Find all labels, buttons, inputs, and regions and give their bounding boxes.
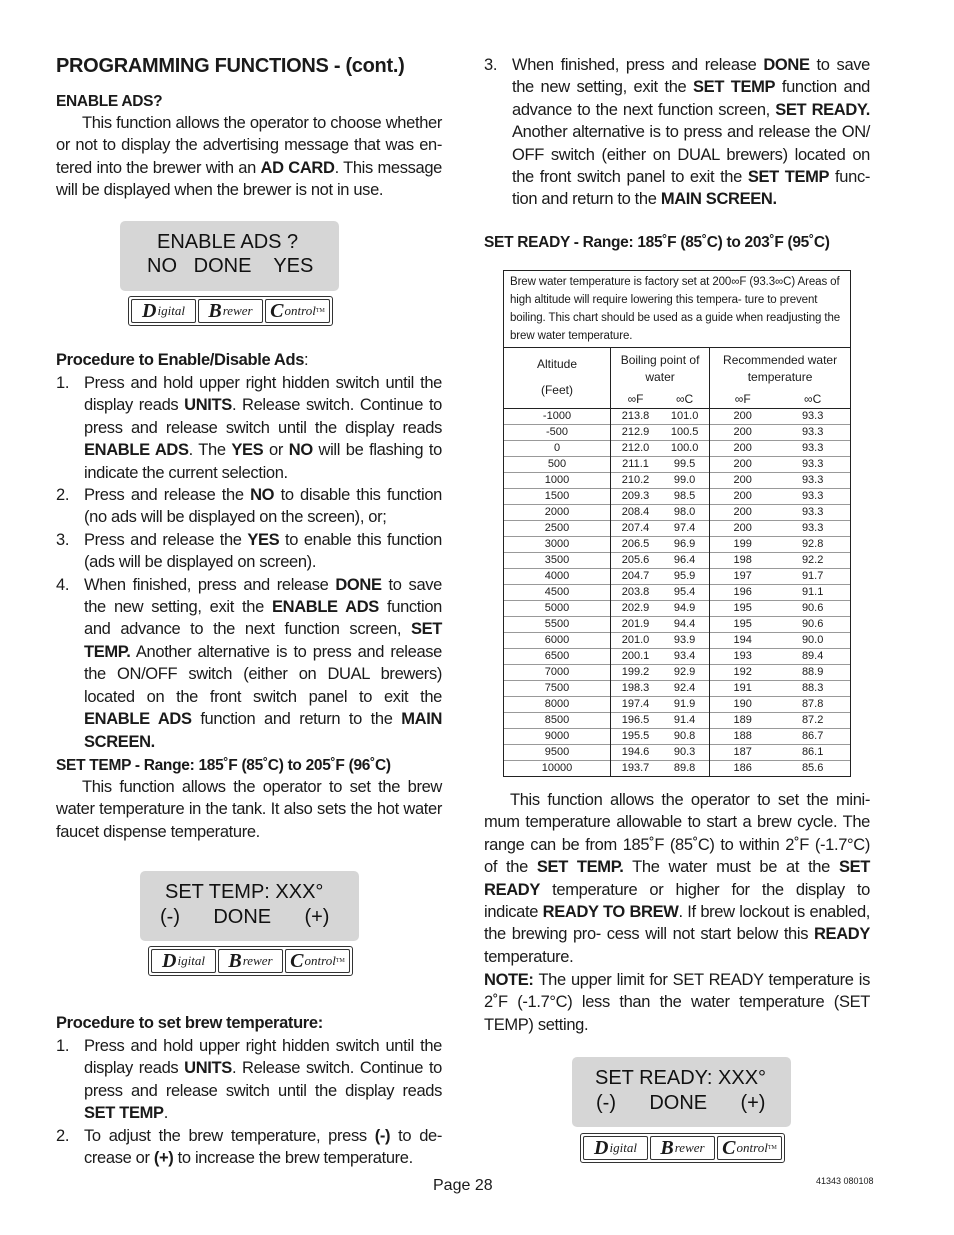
cell-altitude: 2000 bbox=[504, 505, 611, 521]
list-item: 1. Press and hold upper right hidden switch until the display reads UNITS. Release switch. Continue to press and release switch until the display reads SET TEMP. bbox=[56, 1037, 443, 1123]
list-item: 2. Press and release the NO to disable this function (no ads will be displayed on the screen), or; bbox=[56, 486, 442, 527]
logo-brewer: B rewer bbox=[198, 299, 263, 323]
cell-boiling-c: 92.9 bbox=[660, 665, 710, 681]
digital-brewer-control-logo bbox=[580, 1133, 785, 1163]
cell-boiling-c: 92.4 bbox=[660, 681, 710, 697]
table-row bbox=[504, 569, 850, 585]
document-code: 41343 080108 bbox=[816, 1176, 874, 1186]
section-heading: PROGRAMMING FUNCTIONS - (cont.) bbox=[56, 55, 405, 77]
cell-recommended-f: 186 bbox=[710, 761, 776, 777]
logo-digital: D igital bbox=[583, 1136, 648, 1160]
cell-altitude: 5500 bbox=[504, 617, 611, 633]
header-feet: (Feet) bbox=[540, 383, 573, 397]
cell-altitude: 6500 bbox=[504, 649, 611, 665]
table-row bbox=[504, 441, 850, 457]
set-ready-description: This function allows the operator to set the mini- mum temperature allowable to start a brew cycle. The range can be from 185˚F (85˚C) to within 2˚F (-1.7°C) of the SET TEMP. The water must be at the SET READY temperature or higher for the display to indicate READY TO BREW. If brew lockout is enabled, the brewing pro- cess will not start below this READY temperature. bbox=[484, 791, 870, 966]
cell-boiling-f: 203.8 bbox=[611, 585, 661, 601]
cell-boiling-f: 212.0 bbox=[611, 441, 661, 457]
cell-altitude: 1000 bbox=[504, 473, 611, 489]
set-temp-title: SET TEMP - Range: 185˚F (85˚C) to 205˚F (96˚C) bbox=[56, 757, 391, 774]
header-recommended-f: ∞F bbox=[734, 391, 751, 406]
cell-boiling-f: 209.3 bbox=[611, 489, 661, 505]
cell-recommended-c: 93.3 bbox=[775, 409, 850, 425]
table-row bbox=[504, 649, 850, 665]
table-row bbox=[504, 489, 850, 505]
cell-boiling-c: 94.9 bbox=[660, 601, 710, 617]
cell-recommended-f: 195 bbox=[710, 601, 776, 617]
cell-boiling-f: 199.2 bbox=[611, 665, 661, 681]
cell-boiling-c: 90.8 bbox=[660, 729, 710, 745]
cell-boiling-f: 212.9 bbox=[611, 425, 661, 441]
header-altitude: Altitude bbox=[536, 357, 578, 371]
logo-control: C ontrol TM bbox=[265, 299, 330, 323]
cell-boiling-c: 101.0 bbox=[660, 409, 710, 425]
list-item: 2. To adjust the brew temperature, press (-) to de- crease or (+) to increase the brew temperature. bbox=[56, 1126, 442, 1168]
enable-ads-description: This function allows the operator to choose whether or not to display the advertising message that was en- tered into the brewer with an AD CARD. This message will be displayed when the brewer is not in use. bbox=[56, 114, 442, 200]
cell-recommended-c: 93.3 bbox=[775, 425, 850, 441]
cell-recommended-f: 192 bbox=[710, 665, 776, 681]
table-row bbox=[504, 409, 850, 425]
logo-digital: D igital bbox=[151, 949, 216, 973]
cell-altitude: 3500 bbox=[504, 553, 611, 569]
cell-boiling-c: 93.9 bbox=[660, 633, 710, 649]
cell-recommended-c: 93.3 bbox=[775, 441, 850, 457]
table-row bbox=[504, 617, 850, 633]
cell-boiling-c: 91.9 bbox=[660, 697, 710, 713]
cell-altitude: 6000 bbox=[504, 633, 611, 649]
cell-recommended-f: 188 bbox=[710, 729, 776, 745]
set-temp-step-3 bbox=[484, 54, 870, 211]
cell-boiling-f: 193.7 bbox=[611, 761, 661, 777]
cell-recommended-f: 200 bbox=[710, 489, 776, 505]
cell-boiling-c: 96.4 bbox=[660, 553, 710, 569]
cell-boiling-c: 98.0 bbox=[660, 505, 710, 521]
cell-recommended-c: 93.3 bbox=[775, 489, 850, 505]
table-note: Brew water temperature is factory set at 200∞F (93.3∞C) Areas of high altitude will require lowering this tempera- ture to prevent boiling. This chart should be used as a guide when readjusting the brew water temperature. bbox=[504, 271, 850, 348]
cell-recommended-f: 198 bbox=[710, 553, 776, 569]
cell-recommended-c: 85.6 bbox=[775, 761, 850, 777]
cell-boiling-c: 94.4 bbox=[660, 617, 710, 633]
cell-recommended-f: 191 bbox=[710, 681, 776, 697]
cell-boiling-c: 95.4 bbox=[660, 585, 710, 601]
list-item: 4. When finished, press and release DONE to save the new setting, exit the ENABLE ADS function and advance to the next function screen, SET TEMP. Another alternative is to press and release the ON/OFF switch (either on DUAL brewers) located on the front switch panel to exit the ENABLE ADS function and return to the MAIN SCREEN. bbox=[56, 575, 443, 751]
cell-boiling-c: 91.4 bbox=[660, 713, 710, 729]
lcd-line-2: NO DONE YES bbox=[147, 255, 314, 277]
page-number: Page 28 bbox=[433, 1177, 493, 1194]
cell-recommended-c: 90.6 bbox=[775, 617, 850, 633]
cell-boiling-c: 97.4 bbox=[660, 521, 710, 537]
cell-altitude: 2500 bbox=[504, 521, 611, 537]
cell-recommended-f: 199 bbox=[710, 537, 776, 553]
cell-altitude: 0 bbox=[504, 441, 611, 457]
cell-recommended-f: 200 bbox=[710, 425, 776, 441]
enable-ads-title: ENABLE ADS? bbox=[56, 93, 163, 110]
table-row bbox=[504, 425, 850, 441]
header-boiling-f: ∞F bbox=[627, 391, 644, 406]
cell-boiling-f: 207.4 bbox=[611, 521, 661, 537]
cell-altitude: 4000 bbox=[504, 569, 611, 585]
lcd-line-1: ENABLE ADS ? bbox=[157, 231, 299, 253]
table-row bbox=[504, 697, 850, 713]
cell-boiling-f: 195.5 bbox=[611, 729, 661, 745]
cell-recommended-f: 200 bbox=[710, 521, 776, 537]
header-boiling-point: Boiling point of water bbox=[620, 353, 700, 384]
cell-altitude: 9500 bbox=[504, 745, 611, 761]
cell-altitude: 5000 bbox=[504, 601, 611, 617]
cell-altitude: -1000 bbox=[504, 409, 611, 425]
cell-recommended-f: 200 bbox=[710, 441, 776, 457]
cell-recommended-c: 86.1 bbox=[775, 745, 850, 761]
header-recommended-temperature: Recommended water temperature bbox=[723, 353, 838, 384]
table-row bbox=[504, 729, 850, 745]
set-temp-procedure-title: Procedure to set brew temperature: bbox=[56, 1014, 323, 1032]
cell-recommended-c: 93.3 bbox=[775, 505, 850, 521]
cell-recommended-c: 90.0 bbox=[775, 633, 850, 649]
cell-altitude: 500 bbox=[504, 457, 611, 473]
altitude-temperature-table bbox=[504, 348, 850, 776]
cell-boiling-c: 98.5 bbox=[660, 489, 710, 505]
cell-recommended-c: 90.6 bbox=[775, 601, 850, 617]
lcd-line-1: SET READY: XXX° bbox=[595, 1067, 767, 1089]
cell-recommended-c: 89.4 bbox=[775, 649, 850, 665]
logo-control: C ontrol TM bbox=[717, 1136, 782, 1160]
table-row bbox=[504, 681, 850, 697]
cell-recommended-c: 86.7 bbox=[775, 729, 850, 745]
table-row bbox=[504, 585, 850, 601]
cell-recommended-c: 91.7 bbox=[775, 569, 850, 585]
cell-recommended-c: 87.8 bbox=[775, 697, 850, 713]
logo-control: C ontrol TM bbox=[285, 949, 350, 973]
cell-altitude: 8000 bbox=[504, 697, 611, 713]
lcd-line-2: (-) DONE (+) bbox=[160, 906, 330, 928]
cell-boiling-c: 100.5 bbox=[660, 425, 710, 441]
table-row bbox=[504, 761, 850, 777]
table-row bbox=[504, 553, 850, 569]
enable-ads-steps bbox=[56, 372, 442, 753]
cell-boiling-f: 204.7 bbox=[611, 569, 661, 585]
cell-boiling-c: 99.0 bbox=[660, 473, 710, 489]
altitude-table bbox=[503, 270, 851, 777]
lcd-line-1: SET TEMP: XXX° bbox=[165, 881, 324, 903]
logo-brewer: B rewer bbox=[650, 1136, 715, 1160]
cell-boiling-f: 197.4 bbox=[611, 697, 661, 713]
cell-boiling-c: 93.4 bbox=[660, 649, 710, 665]
cell-recommended-c: 93.3 bbox=[775, 457, 850, 473]
cell-boiling-f: 194.6 bbox=[611, 745, 661, 761]
list-item: 3. When finished, press and release DONE to save the new setting, exit the SET TEMP function and advance to the next function screen, SET READY. Another alternative is to press and release the ON/ OFF switch (either on DUAL brewers) located on the front switch panel to exit the SET TEMP func- tion and return to the MAIN SCREEN. bbox=[484, 56, 870, 209]
logo-brewer: B rewer bbox=[218, 949, 283, 973]
list-item: 1. Press and hold upper right hidden switch until the display reads UNITS. Release switch. Continue to press and release switch until the display reads ENABLE ADS. The YES or NO will be flashing to indicate the current selection. bbox=[56, 374, 443, 482]
cell-boiling-f: 201.9 bbox=[611, 617, 661, 633]
cell-boiling-f: 211.1 bbox=[611, 457, 661, 473]
table-row bbox=[504, 537, 850, 553]
cell-boiling-c: 99.5 bbox=[660, 457, 710, 473]
digital-brewer-control-logo bbox=[128, 296, 333, 326]
cell-recommended-f: 197 bbox=[710, 569, 776, 585]
cell-altitude: 10000 bbox=[504, 761, 611, 777]
cell-boiling-f: 205.6 bbox=[611, 553, 661, 569]
cell-recommended-c: 93.3 bbox=[775, 521, 850, 537]
cell-boiling-c: 96.9 bbox=[660, 537, 710, 553]
cell-recommended-f: 194 bbox=[710, 633, 776, 649]
cell-recommended-c: 88.3 bbox=[775, 681, 850, 697]
cell-altitude: -500 bbox=[504, 425, 611, 441]
cell-recommended-f: 196 bbox=[710, 585, 776, 601]
cell-boiling-f: 200.1 bbox=[611, 649, 661, 665]
cell-altitude: 1500 bbox=[504, 489, 611, 505]
cell-recommended-c: 92.2 bbox=[775, 553, 850, 569]
list-item: 3. Press and release the YES to enable this function (ads will be displayed on screen). bbox=[56, 530, 442, 572]
cell-boiling-f: 213.8 bbox=[611, 409, 661, 425]
digital-brewer-control-logo bbox=[148, 946, 353, 976]
set-temp-description: This function allows the operator to set the brew water temperature in the tank. It also sets the hot water faucet dispense temperature. bbox=[56, 778, 442, 841]
cell-recommended-c: 88.9 bbox=[775, 665, 850, 681]
cell-altitude: 9000 bbox=[504, 729, 611, 745]
cell-recommended-f: 200 bbox=[710, 473, 776, 489]
cell-recommended-f: 187 bbox=[710, 745, 776, 761]
cell-recommended-c: 93.3 bbox=[775, 473, 850, 489]
cell-boiling-f: 201.0 bbox=[611, 633, 661, 649]
cell-boiling-c: 89.8 bbox=[660, 761, 710, 777]
enable-ads-display bbox=[120, 221, 339, 291]
cell-boiling-f: 206.5 bbox=[611, 537, 661, 553]
logo-digital: D igital bbox=[131, 299, 196, 323]
table-row bbox=[504, 521, 850, 537]
cell-boiling-f: 208.4 bbox=[611, 505, 661, 521]
table-row bbox=[504, 633, 850, 649]
lcd-line-2: (-) DONE (+) bbox=[596, 1092, 766, 1114]
cell-recommended-f: 200 bbox=[710, 505, 776, 521]
table-row bbox=[504, 745, 850, 761]
table-row bbox=[504, 473, 850, 489]
header-recommended-c: ∞C bbox=[804, 391, 822, 406]
cell-boiling-f: 198.3 bbox=[611, 681, 661, 697]
set-ready-title: SET READY - Range: 185˚F (85˚C) to 203˚F (95˚C) bbox=[484, 234, 830, 251]
cell-boiling-f: 210.2 bbox=[611, 473, 661, 489]
table-row bbox=[504, 505, 850, 521]
set-temp-display bbox=[140, 871, 359, 941]
table-row bbox=[504, 713, 850, 729]
cell-boiling-c: 100.0 bbox=[660, 441, 710, 457]
table-row bbox=[504, 601, 850, 617]
cell-recommended-f: 195 bbox=[710, 617, 776, 633]
table-row bbox=[504, 665, 850, 681]
cell-altitude: 7500 bbox=[504, 681, 611, 697]
enable-ads-procedure-title: Procedure to Enable/Disable Ads: bbox=[56, 351, 309, 369]
header-boiling-c: ∞C bbox=[660, 391, 710, 409]
cell-recommended-c: 92.8 bbox=[775, 537, 850, 553]
cell-recommended-c: 91.1 bbox=[775, 585, 850, 601]
cell-boiling-f: 202.9 bbox=[611, 601, 661, 617]
table-row bbox=[504, 457, 850, 473]
cell-boiling-f: 196.5 bbox=[611, 713, 661, 729]
cell-recommended-f: 190 bbox=[710, 697, 776, 713]
cell-altitude: 4500 bbox=[504, 585, 611, 601]
set-temp-steps bbox=[56, 1035, 442, 1169]
cell-recommended-c: 87.2 bbox=[775, 713, 850, 729]
cell-recommended-f: 193 bbox=[710, 649, 776, 665]
cell-altitude: 8500 bbox=[504, 713, 611, 729]
cell-altitude: 7000 bbox=[504, 665, 611, 681]
cell-recommended-f: 200 bbox=[710, 457, 776, 473]
set-ready-display bbox=[572, 1057, 791, 1127]
cell-boiling-c: 90.3 bbox=[660, 745, 710, 761]
set-ready-note: NOTE: The upper limit for SET READY temperature is 2˚F (-1.7°C) less than the water temperature (SET TEMP) setting. bbox=[484, 971, 870, 1034]
cell-boiling-c: 95.9 bbox=[660, 569, 710, 585]
cell-altitude: 3000 bbox=[504, 537, 611, 553]
cell-recommended-f: 200 bbox=[710, 409, 776, 425]
cell-recommended-f: 189 bbox=[710, 713, 776, 729]
